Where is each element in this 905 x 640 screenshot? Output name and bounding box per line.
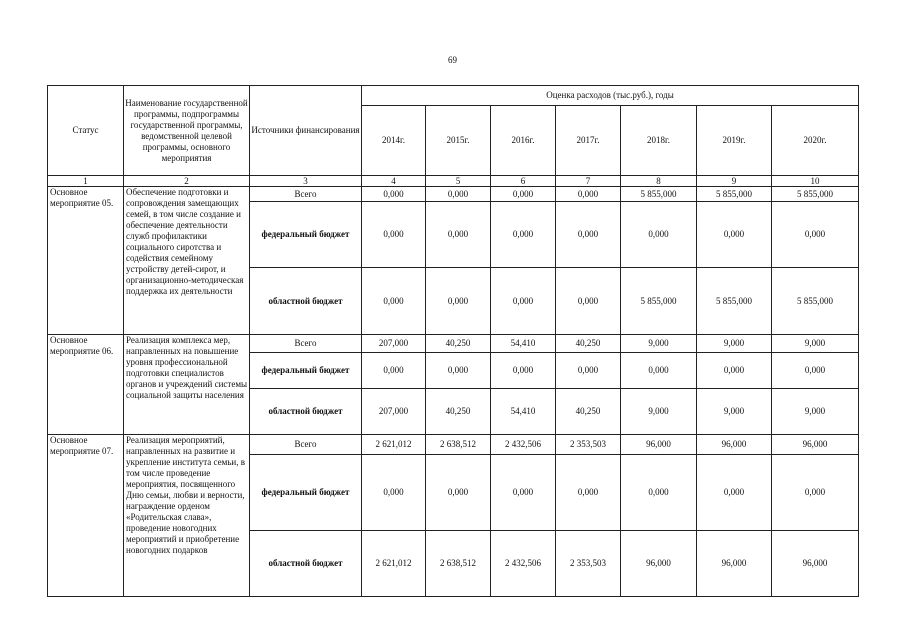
source-cell: Всего [250, 187, 362, 202]
value-cell: 96,000 [697, 435, 772, 455]
value-cell: 0,000 [362, 268, 426, 335]
source-cell: областной бюджет [250, 531, 362, 597]
header-program-name: Наименование государственной программы, подпрограммы государственной программы, ведомственной целевой программы, основного мероприятия [124, 86, 250, 176]
source-cell: областной бюджет [250, 268, 362, 335]
value-cell: 0,000 [772, 353, 859, 389]
value-cell: 40,250 [426, 335, 491, 353]
value-cell: 40,250 [556, 335, 621, 353]
value-cell: 2 638,512 [426, 435, 491, 455]
value-cell: 2 432,506 [491, 531, 556, 597]
value-cell: 2 353,503 [556, 435, 621, 455]
value-cell: 0,000 [491, 353, 556, 389]
header-status: Статус [48, 86, 124, 176]
value-cell: 0,000 [697, 455, 772, 531]
value-cell: 0,000 [426, 187, 491, 202]
program-name-cell: Обеспечение подготовки и сопровождения замещающих семей, в том числе создание и обеспечение деятельности служб профилактики социального сиротства и содействия семейному устройству детей-сирот, и организационно-методическая поддержка их деятельности [124, 187, 250, 335]
value-cell: 0,000 [697, 353, 772, 389]
header-year: 2019г. [697, 106, 772, 176]
column-number: 6 [491, 176, 556, 187]
value-cell: 0,000 [697, 202, 772, 268]
value-cell: 9,000 [772, 389, 859, 435]
value-cell: 0,000 [621, 202, 697, 268]
source-cell: областной бюджет [250, 389, 362, 435]
value-cell: 0,000 [556, 353, 621, 389]
value-cell: 0,000 [772, 455, 859, 531]
value-cell: 5 855,000 [772, 268, 859, 335]
value-cell: 96,000 [772, 435, 859, 455]
value-cell: 40,250 [556, 389, 621, 435]
value-cell: 5 855,000 [621, 187, 697, 202]
header-year: 2015г. [426, 106, 491, 176]
value-cell: 54,410 [491, 389, 556, 435]
value-cell: 9,000 [697, 389, 772, 435]
value-cell: 5 855,000 [621, 268, 697, 335]
value-cell: 2 621,012 [362, 435, 426, 455]
header-year: 2018г. [621, 106, 697, 176]
source-cell: федеральный бюджет [250, 353, 362, 389]
header-year: 2020г. [772, 106, 859, 176]
value-cell: 0,000 [621, 455, 697, 531]
page-number: 69 [448, 55, 457, 65]
column-number: 7 [556, 176, 621, 187]
program-name-cell: Реализация комплекса мер, направленных на повышение уровня профессиональной подготовки специалистов органов и учреждений системы социальной защиты населения [124, 335, 250, 435]
value-cell: 0,000 [491, 268, 556, 335]
source-cell: федеральный бюджет [250, 455, 362, 531]
table-row [48, 335, 859, 353]
budget-table [47, 85, 859, 597]
value-cell: 0,000 [362, 455, 426, 531]
status-cell: Основное мероприятие 07. [48, 435, 124, 597]
column-number: 1 [48, 176, 124, 187]
value-cell: 0,000 [426, 202, 491, 268]
value-cell: 0,000 [426, 455, 491, 531]
value-cell: 0,000 [556, 268, 621, 335]
value-cell: 2 353,503 [556, 531, 621, 597]
header-year: 2016г. [491, 106, 556, 176]
value-cell: 5 855,000 [772, 187, 859, 202]
source-cell: федеральный бюджет [250, 202, 362, 268]
value-cell: 0,000 [621, 353, 697, 389]
value-cell: 9,000 [621, 389, 697, 435]
value-cell: 207,000 [362, 335, 426, 353]
value-cell: 5 855,000 [697, 268, 772, 335]
program-name-cell: Реализация мероприятий, направленных на развитие и укрепление института семьи, в том числе проведение мероприятия, посвященного Дню семьи, любви и верности, награждение орденом «Родительская слава», проведение новогодних мероприятий и приобретение новогодних подарков [124, 435, 250, 597]
column-number: 3 [250, 176, 362, 187]
value-cell: 0,000 [772, 202, 859, 268]
value-cell: 2 638,512 [426, 531, 491, 597]
value-cell: 0,000 [556, 202, 621, 268]
value-cell: 0,000 [491, 187, 556, 202]
header-year: 2014г. [362, 106, 426, 176]
value-cell: 96,000 [621, 435, 697, 455]
column-number: 4 [362, 176, 426, 187]
value-cell: 96,000 [621, 531, 697, 597]
value-cell: 9,000 [697, 335, 772, 353]
value-cell: 0,000 [426, 353, 491, 389]
source-cell: Всего [250, 435, 362, 455]
value-cell: 207,000 [362, 389, 426, 435]
value-cell: 9,000 [772, 335, 859, 353]
value-cell: 0,000 [491, 455, 556, 531]
header-sources: Источники финансирования [250, 86, 362, 176]
table-row [48, 435, 859, 455]
value-cell: 0,000 [556, 455, 621, 531]
status-cell: Основное мероприятие 05. [48, 187, 124, 335]
value-cell: 2 621,012 [362, 531, 426, 597]
status-cell: Основное мероприятие 06. [48, 335, 124, 435]
column-number: 2 [124, 176, 250, 187]
column-number: 10 [772, 176, 859, 187]
value-cell: 9,000 [621, 335, 697, 353]
value-cell: 0,000 [362, 202, 426, 268]
value-cell: 0,000 [362, 353, 426, 389]
value-cell: 5 855,000 [697, 187, 772, 202]
column-number: 9 [697, 176, 772, 187]
value-cell: 40,250 [426, 389, 491, 435]
column-number: 8 [621, 176, 697, 187]
value-cell: 2 432,506 [491, 435, 556, 455]
column-number: 5 [426, 176, 491, 187]
value-cell: 96,000 [697, 531, 772, 597]
table-row [48, 187, 859, 202]
header-expenses-group: Оценка расходов (тыс.руб.), годы [362, 86, 859, 106]
value-cell: 0,000 [362, 187, 426, 202]
value-cell: 0,000 [556, 187, 621, 202]
value-cell: 96,000 [772, 531, 859, 597]
value-cell: 0,000 [491, 202, 556, 268]
header-year: 2017г. [556, 106, 621, 176]
value-cell: 0,000 [426, 268, 491, 335]
value-cell: 54,410 [491, 335, 556, 353]
source-cell: Всего [250, 335, 362, 353]
